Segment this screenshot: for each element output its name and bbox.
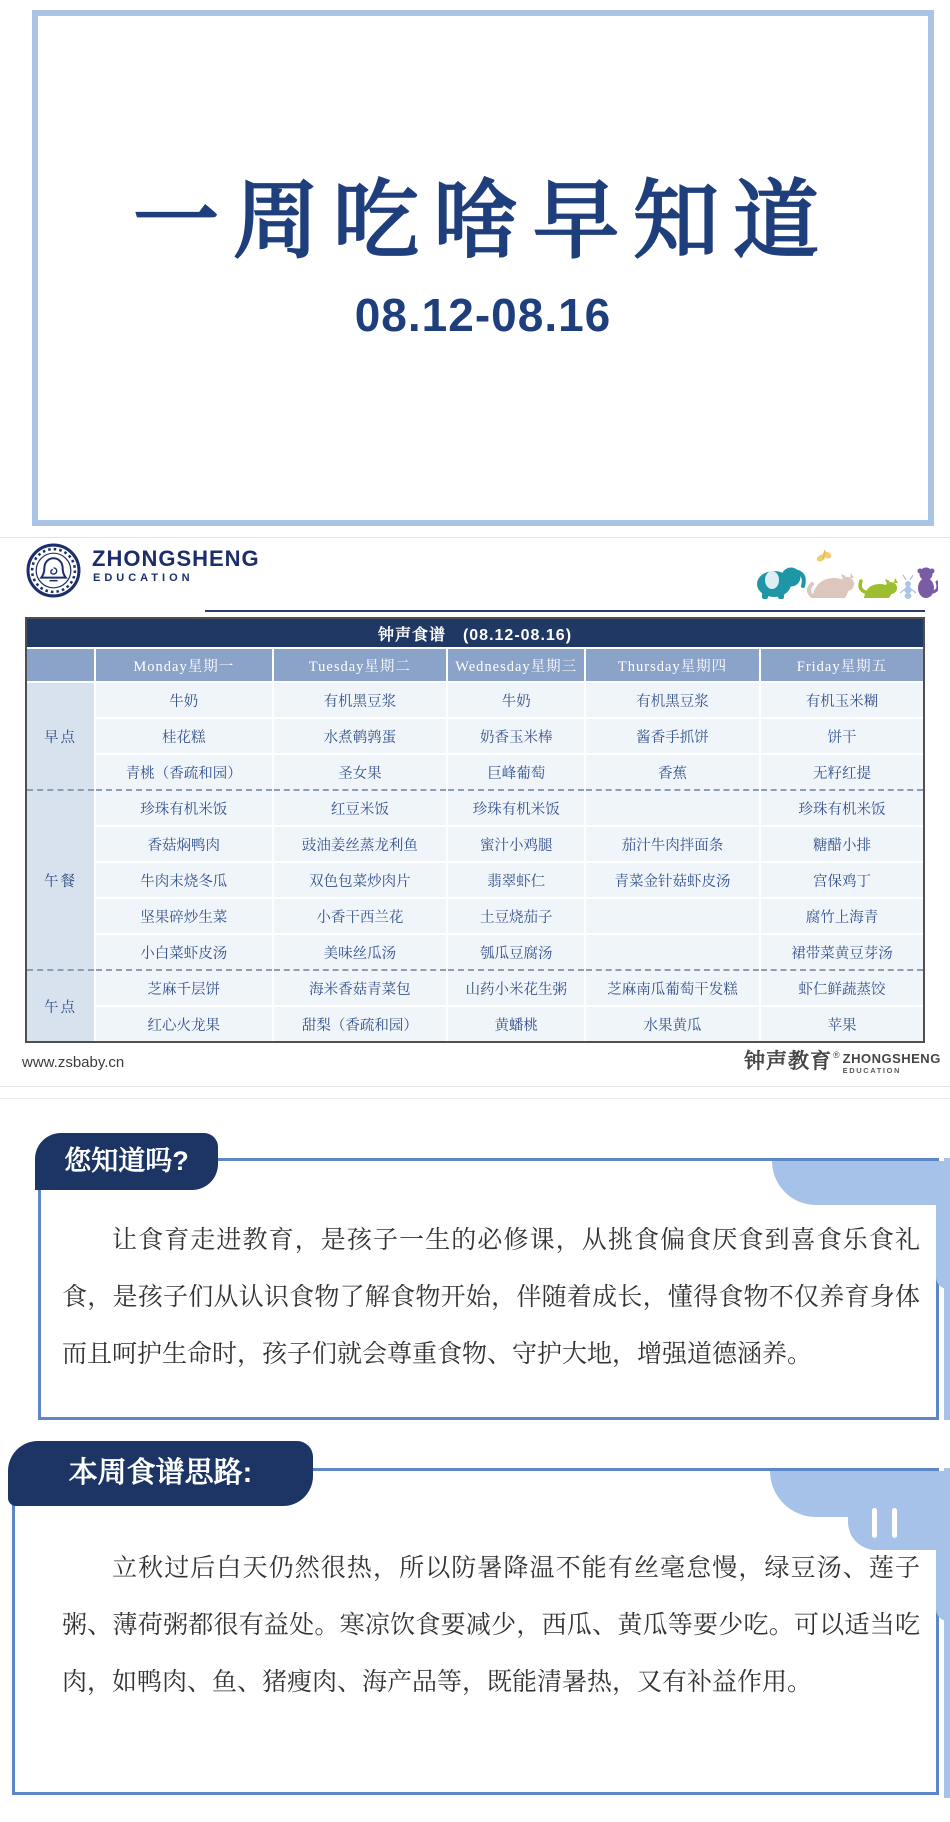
footer-logo-english: ZHONGSHENG (842, 1051, 941, 1066)
menu-cell: 牛奶 (447, 682, 585, 718)
table-row (27, 790, 923, 826)
corner-decoration-strip (936, 1161, 950, 1289)
website-url: www.zsbaby.cn (22, 1054, 125, 1071)
menu-cell: 茄汁牛肉拌面条 (585, 826, 760, 862)
menu-cell: 海米香菇青菜包 (273, 970, 448, 1006)
separator-line (0, 1086, 950, 1087)
did-you-know-heading: 您知道吗? (35, 1133, 218, 1190)
menu-cell: 翡翠虾仁 (447, 862, 585, 898)
decoration-slot (892, 1508, 897, 1538)
table-row (27, 1006, 923, 1041)
menu-cell: 香蕉 (585, 754, 760, 790)
butterfly-icon (816, 550, 833, 563)
menu-cell: 黄蟠桃 (447, 1006, 585, 1041)
menu-cell: 美味丝瓜汤 (273, 934, 448, 970)
menu-cell: 苹果 (760, 1006, 923, 1041)
menu-cell: 香菇焖鸭肉 (95, 826, 272, 862)
menu-cell: 珍珠有机米饭 (95, 790, 272, 826)
menu-cell (585, 790, 760, 826)
day-header-tuesday: Tuesday星期二 (273, 648, 448, 682)
menu-cell: 宫保鸡丁 (760, 862, 923, 898)
separator-line (0, 537, 950, 538)
monkey-icon (918, 568, 938, 599)
meal-section-label: 午点 (27, 970, 95, 1041)
menu-cell: 豉油姜丝蒸龙利鱼 (273, 826, 448, 862)
menu-cell: 红豆米饭 (273, 790, 448, 826)
menu-cell: 瓠瓜豆腐汤 (447, 934, 585, 970)
menu-cell: 青菜金针菇虾皮汤 (585, 862, 760, 898)
menu-cell: 牛奶 (95, 682, 272, 718)
table-row (27, 934, 923, 970)
brand-name: ZHONGSHENG (92, 546, 260, 571)
menu-cell: 土豆烧茄子 (447, 898, 585, 934)
menu-cell: 珍珠有机米饭 (760, 790, 923, 826)
corner-decoration-strip (936, 1471, 950, 1621)
menu-cell: 无籽红提 (760, 754, 923, 790)
zhongsheng-bell-badge-icon (26, 543, 81, 598)
meal-section-label: 早点 (27, 682, 95, 790)
table-row (27, 862, 923, 898)
hero-box (32, 10, 934, 526)
table-row (27, 826, 923, 862)
menu-table-day-header-row (27, 648, 923, 682)
menu-cell: 芝麻南瓜葡萄干发糕 (585, 970, 760, 1006)
menu-cell: 桂花糕 (95, 718, 272, 754)
table-row (27, 970, 923, 1006)
ant-icon (900, 575, 916, 599)
corner-decoration (772, 1161, 950, 1205)
header-rule (205, 610, 925, 612)
registered-trademark-icon: ® (833, 1050, 840, 1060)
menu-cell (585, 934, 760, 970)
menu-table-wrapper (25, 617, 925, 1043)
menu-cell: 甜梨（香疏和园） (273, 1006, 448, 1041)
page-title: 一周吃啥早知道 (133, 173, 833, 269)
brand-subtitle: EDUCATION (93, 572, 194, 584)
menu-cell: 糖醋小排 (760, 826, 923, 862)
menu-cell: 圣女果 (273, 754, 448, 790)
menu-table-title: 钟声食谱 (08.12-08.16) (27, 619, 923, 648)
menu-cell: 有机黑豆浆 (585, 682, 760, 718)
corner-decoration (770, 1471, 950, 1517)
day-header-monday: Monday星期一 (95, 648, 272, 682)
menu-cell: 裙带菜黄豆芽汤 (760, 934, 923, 970)
menu-cell: 小白菜虾皮汤 (95, 934, 272, 970)
menu-cell: 珍珠有机米饭 (447, 790, 585, 826)
menu-cell: 有机黑豆浆 (273, 682, 448, 718)
table-row (27, 682, 923, 718)
decoration-slot (872, 1508, 877, 1538)
cat-icon (809, 573, 854, 598)
menu-cell (585, 898, 760, 934)
footer-logo (744, 1048, 941, 1076)
mascot-animals (748, 544, 938, 600)
menu-cell: 有机玉米糊 (760, 682, 923, 718)
day-header-friday: Friday星期五 (760, 648, 923, 682)
menu-table-title-row (27, 619, 923, 648)
menu-cell: 巨峰葡萄 (447, 754, 585, 790)
menu-cell: 芝麻千层饼 (95, 970, 272, 1006)
menu-cell: 虾仁鲜蔬蒸饺 (760, 970, 923, 1006)
menu-cell: 腐竹上海青 (760, 898, 923, 934)
menu-cell: 青桃（香疏和园） (95, 754, 272, 790)
menu-cell: 奶香玉米棒 (447, 718, 585, 754)
menu-cell: 酱香手抓饼 (585, 718, 760, 754)
day-header-wednesday: Wednesday星期三 (447, 648, 585, 682)
menu-cell: 红心火龙果 (95, 1006, 272, 1041)
menu-idea-heading: 本周食谱思路: (8, 1441, 313, 1506)
menu-cell: 牛肉末烧冬瓜 (95, 862, 272, 898)
day-header-thursday: Thursday星期四 (585, 648, 760, 682)
did-you-know-paragraph: 让食育走进教育，是孩子一生的必修课，从挑食偏食厌食到喜食乐食礼食，是孩子们从认识食物了解食物开始，伴随着成长，懂得食物不仅养育身体而且呵护生命时，孩子们就会尊重食物、守护大地，增强道德涵养。 (62, 1227, 920, 1368)
menu-table (27, 619, 923, 1041)
menu-cell: 坚果碎炒生菜 (95, 898, 272, 934)
table-row (27, 898, 923, 934)
menu-cell: 双色包菜炒肉片 (273, 862, 448, 898)
green-cat-icon (860, 578, 898, 598)
separator-line (0, 1098, 950, 1099)
menu-idea-paragraph: 立秋过后白天仍然很热，所以防暑降温不能有丝毫怠慢，绿豆汤、莲子粥、薄荷粥都很有益处。寒凉饮食要减少，西瓜、黄瓜等要少吃。可以适当吃肉，如鸭肉、鱼、猪瘦肉、海产品等，既能清暑热，又有补益作用。 (62, 1555, 920, 1696)
menu-cell: 蜜汁小鸡腿 (447, 826, 585, 862)
footer-logo-english-sub: EDUCATION (842, 1066, 902, 1075)
footer-logo-chinese: 钟声教育 (744, 1050, 832, 1073)
menu-cell: 小香干西兰花 (273, 898, 448, 934)
menu-table-corner-cell (27, 648, 95, 682)
menu-cell: 水果黄瓜 (585, 1006, 760, 1041)
menu-cell: 山药小米花生粥 (447, 970, 585, 1006)
elephant-icon (757, 568, 804, 600)
menu-cell: 饼干 (760, 718, 923, 754)
table-row (27, 754, 923, 790)
meal-section-label: 午餐 (27, 790, 95, 970)
table-row (27, 718, 923, 754)
date-range: 08.12-08.16 (354, 289, 612, 341)
menu-cell: 水煮鹌鹑蛋 (273, 718, 448, 754)
